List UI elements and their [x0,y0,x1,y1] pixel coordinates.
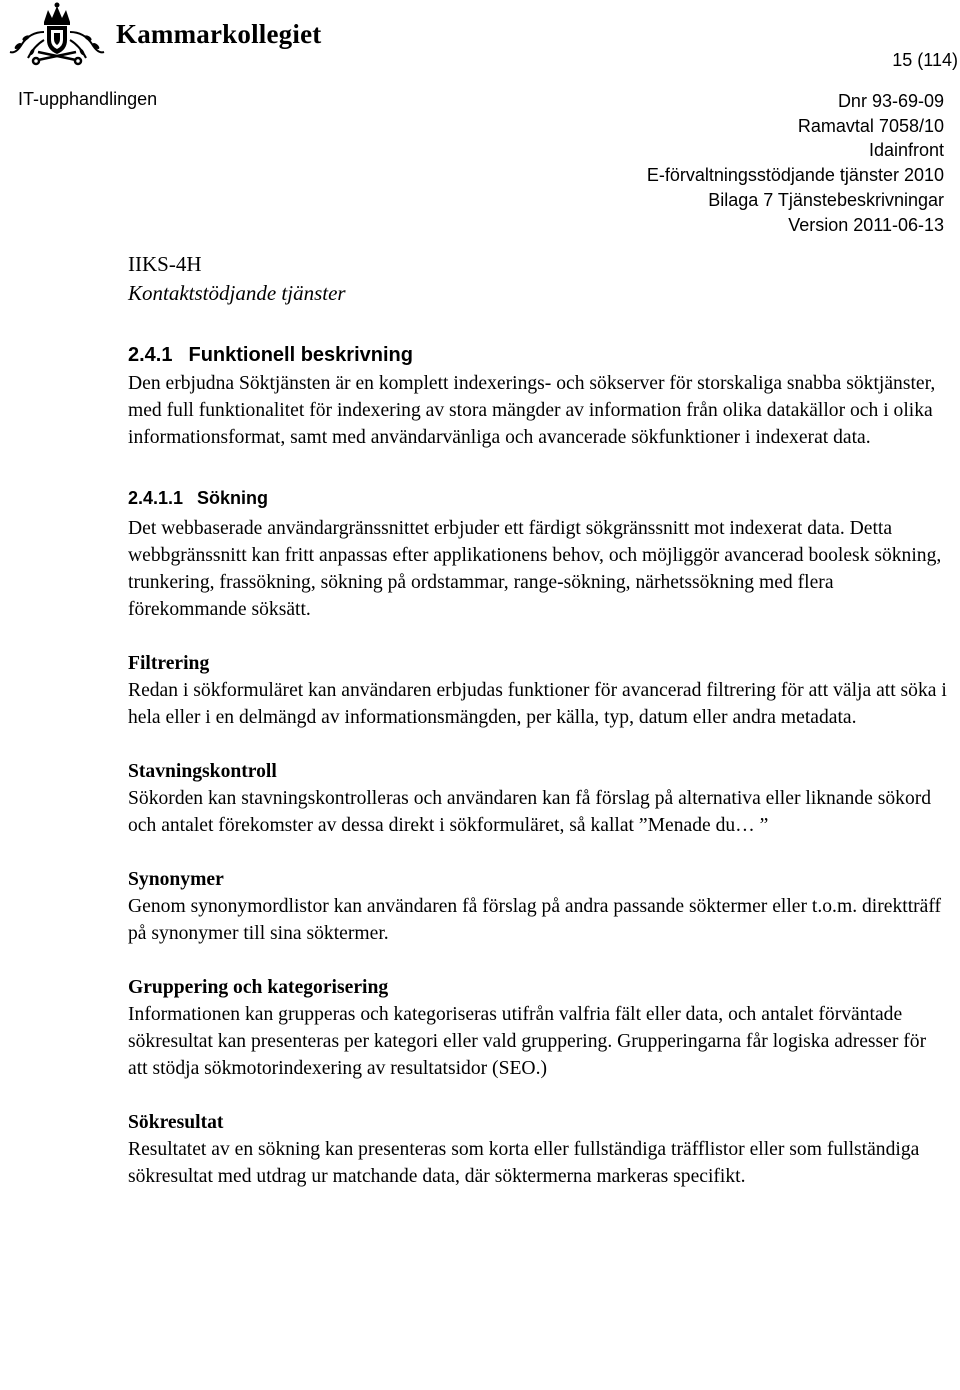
feature-text: Resultatet av en sökning kan presenteras som korta eller fullständiga träfflistor eller som fullständiga sökresultat med utdrag ur matchande data, där söktermerna markeras specifikt. [128,1139,920,1187]
section-number: 2.4.1 [128,344,173,366]
feature-gruppering [128,974,948,1082]
subsection-title: Sökning [197,488,269,508]
section-paragraph: Den erbjudna Söktjänsten är en komplett indexerings- och sökserver för storskaliga snabba söktjänster, med full funktionalitet för indexering av stora mängder av information från olika datakällor och i olika informationsformat, samt med användarvänliga och avancerade sökfunktioner i indexerat data. [128,373,936,448]
header-version: Version 2011-06-13 [788,214,944,235]
header-reference-block [647,89,944,237]
feature-heading: Filtrering [128,653,210,674]
feature-text: Informationen kan grupperas och kategoriseras utifrån valfria fält eller data, och antalet förväntade sökresultat kan presenteras per kategori eller vald gruppering. Grupperingarna får logiska adresser för att stödja sökmotorindexering av resultatsidor (SEO.) [128,1004,927,1079]
feature-filtrering [128,650,948,731]
feature-text: Sökorden kan stavningskontrolleras och användaren kan få förslag på alternativa eller liknande sökord och antalet förekomster av dessa direkt i sökformuläret, så kallat ”Menade du… ” [128,788,932,836]
header-ramavtal: Ramavtal 7058/10 [797,115,944,136]
header-department: IT-upphandlingen [18,89,158,109]
feature-heading: Stavningskontroll [128,761,277,782]
feature-synonymer [128,866,948,947]
section-title: Funktionell beskrivning [188,344,413,366]
subsection-number: 2.4.1.1 [128,488,184,508]
feature-text: Redan i sökformuläret kan användaren erbjudas funktioner för avancerad filtrering för att välja att söka i hela eller i en delmängd av informationsmängden, per källa, typ, datum eller andra metadata. [128,680,947,728]
logo-wordmark: Kammarkollegiet [116,18,322,49]
section-heading [128,342,948,368]
kammarkollegiet-logo [4,2,321,66]
feature-sokresultat [128,1109,948,1190]
header-dnr: Dnr 93-69-09 [837,91,944,111]
header-appendix: Bilaga 7 Tjänstebeskrivningar [708,189,944,210]
feature-heading: Sökresultat [128,1112,224,1133]
subsection-heading [128,485,948,511]
document-code: IIKS-4H [128,252,202,276]
feature-heading: Synonymer [128,869,224,890]
page-number: 15 (114) [892,50,958,70]
crown-emblem-icon [4,2,110,66]
document-identifier [128,250,346,308]
feature-text: Genom synonymordlistor kan användaren få förslag på andra passande söktermer eller t.o.m. direktträff på synonymer till sina söktermer. [128,896,942,944]
header-supplier: Idainfront [868,140,944,161]
document-subtitle: Kontaktstödjande tjänster [128,281,346,305]
subsection-paragraph: Det webbaserade användargränssnittet erbjuder ett färdigt sökgränssnitt mot indexerat data. Detta webbgränssnitt kan fritt anpassas efter applikationens behov, och möjliggör avancerad boolesk sökning, trunkering, frassökning, sökning på ordstammar, range-sökning, närhetssökning med flera förekommande söksätt. [128,518,942,620]
main-content [128,342,948,1190]
header-framework-name: E-förvaltningsstödjande tjänster 2010 [646,165,944,186]
feature-stavningskontroll [128,758,948,839]
feature-heading: Gruppering och kategorisering [128,977,389,998]
